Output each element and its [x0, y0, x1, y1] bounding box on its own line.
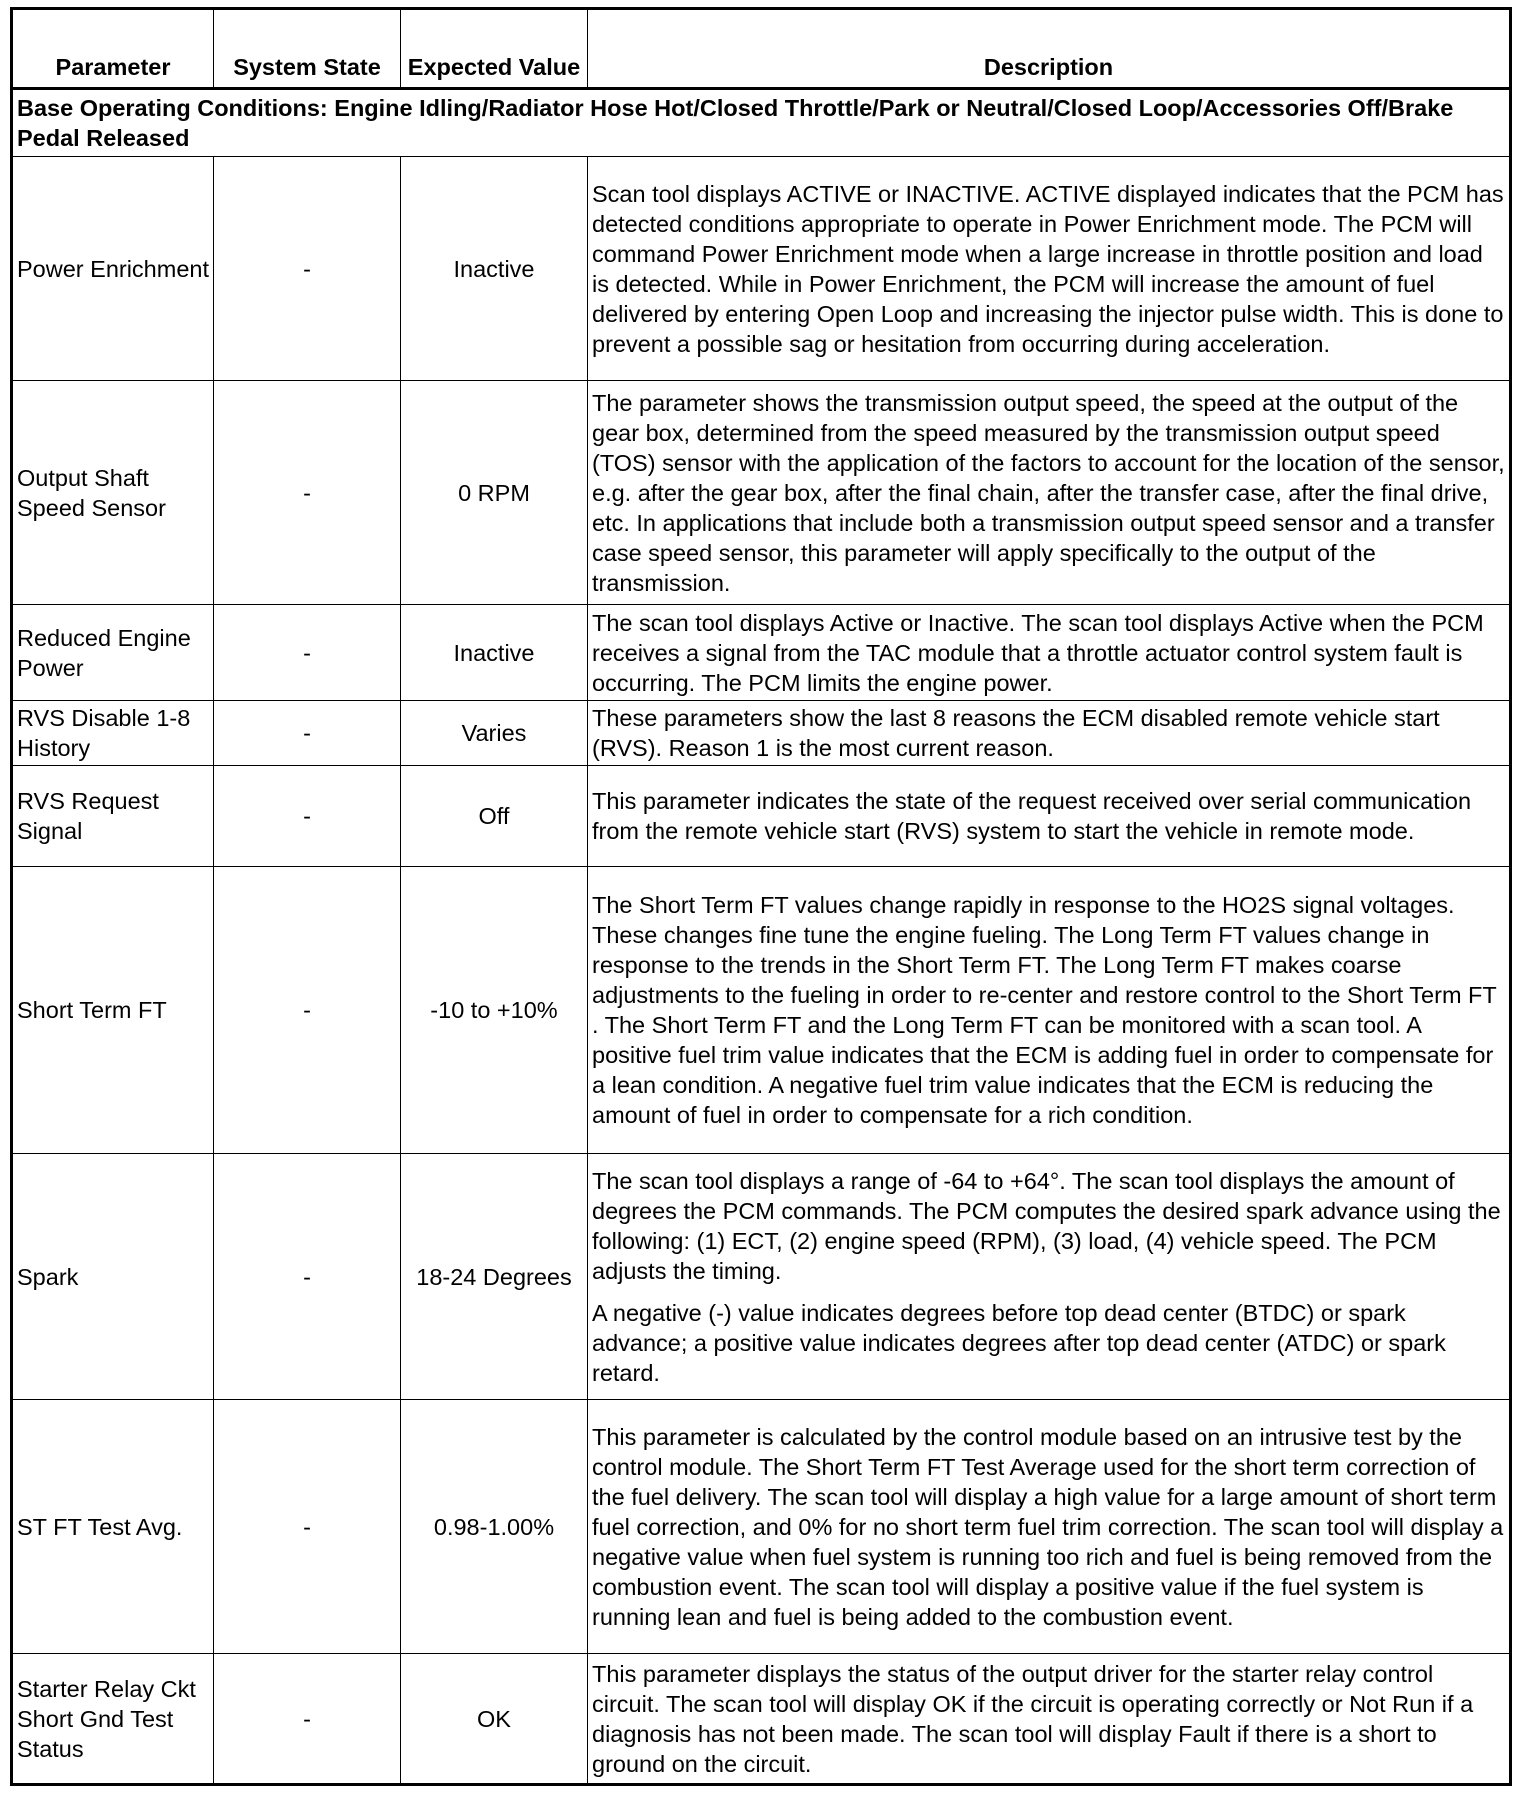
description-text: Scan tool displays ACTIVE or INACTIVE. ACTIVE displayed indicates that the PCM has detected conditions appropriate to operate in Power Enrichment mode. The PCM will command Power Enrichment mode when a large increase in throttle position and load is detected. While in Power Enrichment, the PCM will increase the amount of fuel delivered by entering Open Loop and increasing the injector pulse width. This is done to prevent a possible sag or hesitation from occurring during acceleration. [592, 180, 1504, 357]
table-row [12, 605, 1511, 700]
parameter-cell: Reduced Engine Power [12, 605, 214, 700]
system-state-cell: - [214, 1153, 401, 1399]
table-row [12, 1153, 1511, 1399]
table-row [12, 1654, 1511, 1785]
header-system-state: System State [214, 9, 401, 89]
expected-value-cell: Varies [401, 700, 588, 765]
system-state-cell: - [214, 700, 401, 765]
system-state-cell: - [214, 1400, 401, 1654]
expected-value-cell: 0 RPM [401, 381, 588, 605]
parameter-cell: RVS Request Signal [12, 766, 214, 866]
table-row [12, 766, 1511, 866]
expected-value-cell: Off [401, 766, 588, 866]
parameter-cell: Power Enrichment [12, 157, 214, 381]
system-state-cell: - [214, 157, 401, 381]
table-row [12, 381, 1511, 605]
parameter-table-frame [10, 7, 1512, 1786]
parameter-cell: RVS Disable 1-8 History [12, 700, 214, 765]
expected-value-cell: Inactive [401, 157, 588, 381]
description-text: This parameter displays the status of the output driver for the starter relay control circuit. The scan tool will display OK if the circuit is operating correctly or Not Run if a diagnosis has not been made. The scan tool will display Fault if there is a short to ground on the circuit. [592, 1660, 1474, 1777]
expected-value-cell: -10 to +10% [401, 866, 588, 1153]
description-cell [588, 866, 1511, 1153]
table-row [12, 700, 1511, 765]
system-state-cell: - [214, 766, 401, 866]
description-cell [588, 381, 1511, 605]
system-state-cell: - [214, 1654, 401, 1785]
table-row [12, 866, 1511, 1153]
system-state-cell: - [214, 866, 401, 1153]
description-text: These parameters show the last 8 reasons the ECM disabled remote vehicle start (RVS). Reason 1 is the most current reason. [592, 704, 1440, 761]
description-cell [588, 700, 1511, 765]
system-state-cell: - [214, 605, 401, 700]
parameter-cell: Short Term FT [12, 866, 214, 1153]
expected-value-cell: 0.98-1.00% [401, 1400, 588, 1654]
parameter-table [10, 7, 1512, 1786]
system-state-cell: - [214, 381, 401, 605]
description-text: The parameter shows the transmission output speed, the speed at the output of the gear box, determined from the speed measured by the transmission output speed (TOS) sensor with the application of the factors to account for the location of the sensor, e.g. after the gear box, after the final chain, after the transfer case, after the final drive, etc. In applications that include both a transmission output speed sensor and a transfer case speed sensor, this parameter will apply specifically to the output of the transmission. [592, 389, 1505, 596]
header-parameter: Parameter [12, 9, 214, 89]
parameter-cell: Output Shaft Speed Sensor [12, 381, 214, 605]
expected-value-cell: OK [401, 1654, 588, 1785]
parameter-cell: Spark [12, 1153, 214, 1399]
expected-value-cell: 18-24 Degrees [401, 1153, 588, 1399]
header-description: Description [588, 9, 1511, 89]
description-text: The scan tool displays Active or Inactive. The scan tool displays Active when the PCM receives a signal from the TAC module that a throttle actuator control system fault is occurring. The PCM limits the engine power. [592, 609, 1484, 696]
header-expected-value: Expected Value [401, 9, 588, 89]
description-cell [588, 1400, 1511, 1654]
description-text: A negative (-) value indicates degrees before top dead center (BTDC) or spark advance; a positive value indicates degrees after top dead center (ATDC) or spark retard. [592, 1299, 1446, 1386]
section-row [12, 89, 1511, 157]
description-text: The Short Term FT values change rapidly in response to the HO2S signal voltages. These changes fine tune the engine fueling. The Long Term FT values change in response to the trends in the Short Term FT. The Long Term FT makes coarse adjustments to the fueling in order to re-center and restore control to the Short Term FT . The Short Term FT and the Long Term FT can be monitored with a scan tool. A positive fuel trim value indicates that the ECM is adding fuel in order to compensate for a lean condition. A negative fuel trim value indicates that the ECM is reducing the amount of fuel in order to compensate for a rich condition. [592, 891, 1497, 1128]
description-cell [588, 605, 1511, 700]
parameter-cell: ST FT Test Avg. [12, 1400, 214, 1654]
header-row [12, 9, 1511, 89]
description-cell [588, 157, 1511, 381]
description-cell [588, 1153, 1511, 1399]
description-text: The scan tool displays a range of -64 to +64°. The scan tool displays the amount of degrees the PCM commands. The PCM computes the desired spark advance using the following: (1) ECT, (2) engine speed (RPM), (3) load, (4) vehicle speed. The PCM adjusts the timing. [592, 1167, 1501, 1284]
description-cell [588, 766, 1511, 866]
description-text: This parameter indicates the state of the request received over serial communication from the remote vehicle start (RVS) system to start the vehicle in remote mode. [592, 787, 1472, 844]
section-title: Base Operating Conditions: Engine Idling/Radiator Hose Hot/Closed Throttle/Park or Neutral/Closed Loop/Accessories Off/Brake Pedal Released [12, 89, 1511, 157]
parameter-cell: Starter Relay Ckt Short Gnd Test Status [12, 1654, 214, 1785]
description-cell [588, 1654, 1511, 1785]
description-text: This parameter is calculated by the control module based on an intrusive test by the control module. The Short Term FT Test Average used for the short term correction of the fuel delivery. The scan tool will display a high value for a large amount of short term fuel correction, and 0% for no short term fuel trim correction. The scan tool will display a negative value when fuel system is running too rich and fuel is being removed from the combustion event. The scan tool will display a positive value if the fuel system is running lean and fuel is being added to the combustion event. [592, 1423, 1504, 1630]
expected-value-cell: Inactive [401, 605, 588, 700]
table-row [12, 157, 1511, 381]
table-row [12, 1400, 1511, 1654]
